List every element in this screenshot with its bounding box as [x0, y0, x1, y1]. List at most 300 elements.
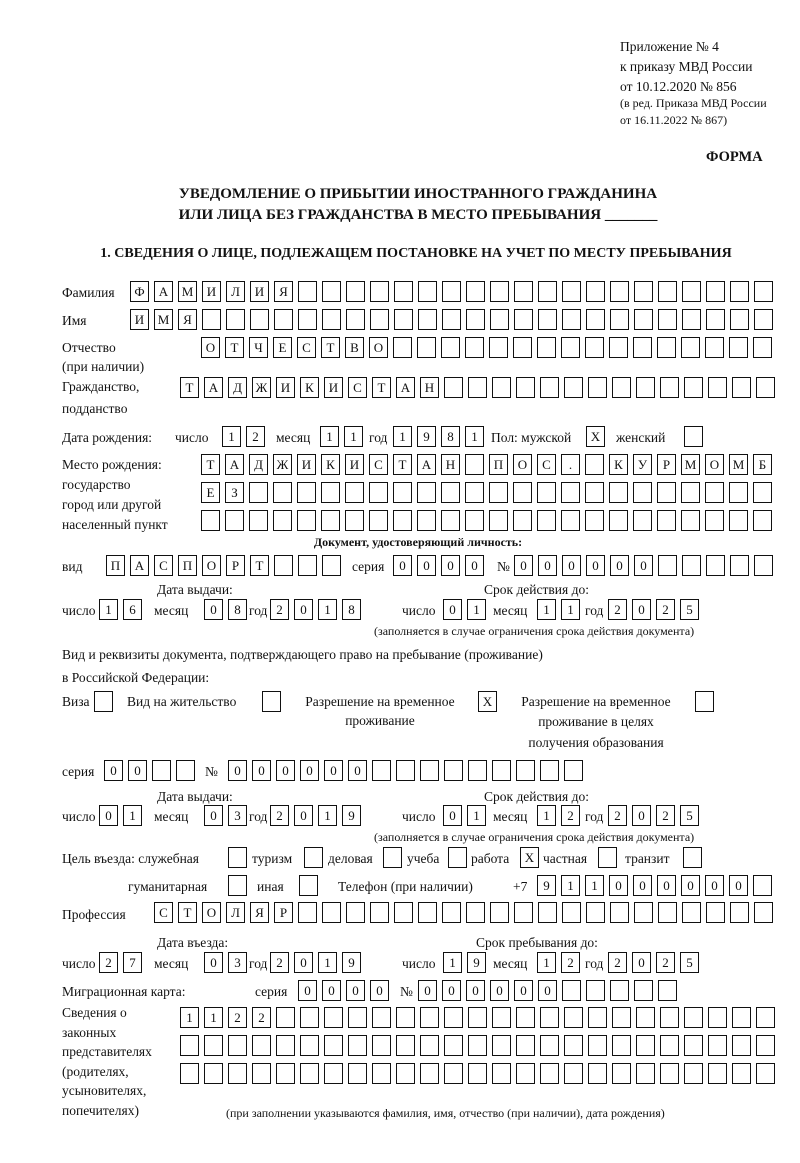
- birth-month-cell[interactable]: 1: [344, 426, 363, 447]
- birthplace-2-cell[interactable]: [537, 482, 556, 503]
- representative-1-cell[interactable]: [588, 1007, 607, 1028]
- representative-1-cell[interactable]: [756, 1007, 775, 1028]
- birthplace-3-cell[interactable]: [729, 510, 748, 531]
- representative-1-cell[interactable]: [324, 1007, 343, 1028]
- birthplace-2-cell[interactable]: [393, 482, 412, 503]
- entry-day-cell[interactable]: 7: [123, 952, 142, 973]
- representative-1-cell[interactable]: [660, 1007, 679, 1028]
- entry-year-cell[interactable]: 9: [342, 952, 361, 973]
- birthplace-1-cell[interactable]: А: [417, 454, 436, 475]
- surname-cell[interactable]: [370, 281, 389, 302]
- doc-valid-day-cell[interactable]: 0: [443, 599, 462, 620]
- profession-cell[interactable]: [394, 902, 413, 923]
- name-cell[interactable]: [754, 309, 773, 330]
- stay-day-cell[interactable]: 1: [443, 952, 462, 973]
- entry-year-cell[interactable]: 2: [270, 952, 289, 973]
- birthplace-2-cell[interactable]: [417, 482, 436, 503]
- doc-issue-year-cell[interactable]: 0: [294, 599, 313, 620]
- purpose-study-checkbox[interactable]: [448, 847, 467, 868]
- name-cell[interactable]: [274, 309, 293, 330]
- mc-series-cell[interactable]: 0: [322, 980, 341, 1001]
- birth-year-cell[interactable]: 8: [441, 426, 460, 447]
- representative-3-cell[interactable]: [732, 1063, 751, 1084]
- birth-year-cell[interactable]: 1: [393, 426, 412, 447]
- stay-year-cell[interactable]: 2: [608, 952, 627, 973]
- citizenship-cell[interactable]: [564, 377, 583, 398]
- citizenship-cell[interactable]: [444, 377, 463, 398]
- citizenship-cell[interactable]: [684, 377, 703, 398]
- mc-number-cell[interactable]: 0: [418, 980, 437, 1001]
- representative-1-cell[interactable]: [468, 1007, 487, 1028]
- doc-series-cell[interactable]: 0: [393, 555, 412, 576]
- doc-kind-cell[interactable]: О: [202, 555, 221, 576]
- birthplace-3-cell[interactable]: [201, 510, 220, 531]
- representative-3-cell[interactable]: [252, 1063, 271, 1084]
- birthplace-3-cell[interactable]: [753, 510, 772, 531]
- stay-series-cell[interactable]: 0: [128, 760, 147, 781]
- doc-number-cell[interactable]: 0: [610, 555, 629, 576]
- profession-cell[interactable]: [682, 902, 701, 923]
- profession-cell[interactable]: Р: [274, 902, 293, 923]
- patronymic-cell[interactable]: С: [297, 337, 316, 358]
- surname-cell[interactable]: [562, 281, 581, 302]
- representative-2-cell[interactable]: [468, 1035, 487, 1056]
- doc-kind-cell[interactable]: П: [106, 555, 125, 576]
- birthplace-2-cell[interactable]: [561, 482, 580, 503]
- surname-cell[interactable]: [418, 281, 437, 302]
- representative-1-cell[interactable]: [708, 1007, 727, 1028]
- stay-number-cell[interactable]: 0: [324, 760, 343, 781]
- stay-number-cell[interactable]: [420, 760, 439, 781]
- doc-issue-month-cell[interactable]: 8: [228, 599, 247, 620]
- mc-number-cell[interactable]: 0: [490, 980, 509, 1001]
- citizenship-cell[interactable]: И: [324, 377, 343, 398]
- doc-kind-cell[interactable]: А: [130, 555, 149, 576]
- name-cell[interactable]: [562, 309, 581, 330]
- trp-edu-checkbox[interactable]: [695, 691, 714, 712]
- representative-1-cell[interactable]: 1: [180, 1007, 199, 1028]
- representative-3-cell[interactable]: [372, 1063, 391, 1084]
- surname-cell[interactable]: Ф: [130, 281, 149, 302]
- citizenship-cell[interactable]: [588, 377, 607, 398]
- purpose-business-checkbox[interactable]: [383, 847, 402, 868]
- trp-checkbox[interactable]: X: [478, 691, 497, 712]
- representative-3-cell[interactable]: [540, 1063, 559, 1084]
- name-cell[interactable]: [514, 309, 533, 330]
- birthplace-2-cell[interactable]: Е: [201, 482, 220, 503]
- birthplace-2-cell[interactable]: [249, 482, 268, 503]
- name-cell[interactable]: И: [130, 309, 149, 330]
- name-cell[interactable]: [538, 309, 557, 330]
- citizenship-cell[interactable]: А: [396, 377, 415, 398]
- birthplace-1-cell[interactable]: .: [561, 454, 580, 475]
- birth-year-cell[interactable]: 9: [417, 426, 436, 447]
- doc-issue-year-cell[interactable]: 8: [342, 599, 361, 620]
- birthplace-1-cell[interactable]: С: [369, 454, 388, 475]
- mc-number-cell[interactable]: 0: [514, 980, 533, 1001]
- citizenship-cell[interactable]: И: [276, 377, 295, 398]
- name-cell[interactable]: [730, 309, 749, 330]
- surname-cell[interactable]: [466, 281, 485, 302]
- name-cell[interactable]: М: [154, 309, 173, 330]
- representative-1-cell[interactable]: [372, 1007, 391, 1028]
- citizenship-cell[interactable]: А: [204, 377, 223, 398]
- birthplace-1-cell[interactable]: И: [345, 454, 364, 475]
- surname-cell[interactable]: [490, 281, 509, 302]
- birthplace-1-cell[interactable]: М: [681, 454, 700, 475]
- purpose-transit-checkbox[interactable]: [683, 847, 702, 868]
- patronymic-cell[interactable]: [729, 337, 748, 358]
- phone-cell[interactable]: 1: [585, 875, 604, 896]
- representative-1-cell[interactable]: [636, 1007, 655, 1028]
- mc-number-cell[interactable]: 0: [442, 980, 461, 1001]
- citizenship-cell[interactable]: Н: [420, 377, 439, 398]
- surname-cell[interactable]: [658, 281, 677, 302]
- name-cell[interactable]: [202, 309, 221, 330]
- representative-2-cell[interactable]: [564, 1035, 583, 1056]
- doc-number-cell[interactable]: 0: [538, 555, 557, 576]
- stay-series-cell[interactable]: [176, 760, 195, 781]
- birthplace-1-cell[interactable]: Р: [657, 454, 676, 475]
- stay-issue-month-cell[interactable]: 0: [204, 805, 223, 826]
- patronymic-cell[interactable]: [753, 337, 772, 358]
- representative-1-cell[interactable]: [684, 1007, 703, 1028]
- representative-2-cell[interactable]: [732, 1035, 751, 1056]
- stay-issue-year-cell[interactable]: 0: [294, 805, 313, 826]
- patronymic-cell[interactable]: [441, 337, 460, 358]
- representative-2-cell[interactable]: [516, 1035, 535, 1056]
- doc-number-cell[interactable]: 0: [634, 555, 653, 576]
- representative-2-cell[interactable]: [660, 1035, 679, 1056]
- stay-issue-day-cell[interactable]: 1: [123, 805, 142, 826]
- birthplace-2-cell[interactable]: [657, 482, 676, 503]
- profession-cell[interactable]: [658, 902, 677, 923]
- stay-number-cell[interactable]: [468, 760, 487, 781]
- representative-2-cell[interactable]: [276, 1035, 295, 1056]
- representative-1-cell[interactable]: 2: [252, 1007, 271, 1028]
- representative-3-cell[interactable]: [324, 1063, 343, 1084]
- stay-month-cell[interactable]: 2: [561, 952, 580, 973]
- stay-issue-day-cell[interactable]: 0: [99, 805, 118, 826]
- representative-2-cell[interactable]: [348, 1035, 367, 1056]
- sex-female-checkbox[interactable]: [684, 426, 703, 447]
- profession-cell[interactable]: [346, 902, 365, 923]
- purpose-humanitarian-checkbox[interactable]: [228, 875, 247, 896]
- representative-3-cell[interactable]: [516, 1063, 535, 1084]
- doc-number-cell[interactable]: [706, 555, 725, 576]
- doc-number-cell[interactable]: [754, 555, 773, 576]
- doc-number-cell[interactable]: 0: [586, 555, 605, 576]
- surname-cell[interactable]: [442, 281, 461, 302]
- birthplace-3-cell[interactable]: [705, 510, 724, 531]
- entry-day-cell[interactable]: 2: [99, 952, 118, 973]
- birthplace-2-cell[interactable]: [753, 482, 772, 503]
- doc-issue-year-cell[interactable]: 1: [318, 599, 337, 620]
- purpose-private-checkbox[interactable]: [598, 847, 617, 868]
- profession-cell[interactable]: Я: [250, 902, 269, 923]
- profession-cell[interactable]: [514, 902, 533, 923]
- phone-cell[interactable]: 0: [729, 875, 748, 896]
- birthplace-2-cell[interactable]: [297, 482, 316, 503]
- stay-valid-day-cell[interactable]: 0: [443, 805, 462, 826]
- patronymic-cell[interactable]: Т: [225, 337, 244, 358]
- birthplace-2-cell[interactable]: З: [225, 482, 244, 503]
- representative-2-cell[interactable]: [228, 1035, 247, 1056]
- purpose-other-checkbox[interactable]: [299, 875, 318, 896]
- doc-issue-month-cell[interactable]: 0: [204, 599, 223, 620]
- birthplace-2-cell[interactable]: [369, 482, 388, 503]
- doc-series-cell[interactable]: 0: [465, 555, 484, 576]
- representative-2-cell[interactable]: [612, 1035, 631, 1056]
- patronymic-cell[interactable]: В: [345, 337, 364, 358]
- patronymic-cell[interactable]: [465, 337, 484, 358]
- name-cell[interactable]: [610, 309, 629, 330]
- representative-2-cell[interactable]: [540, 1035, 559, 1056]
- birthplace-3-cell[interactable]: [633, 510, 652, 531]
- phone-cell[interactable]: 0: [633, 875, 652, 896]
- birthplace-1-cell[interactable]: Т: [393, 454, 412, 475]
- doc-issue-day-cell[interactable]: 1: [99, 599, 118, 620]
- stay-number-cell[interactable]: [444, 760, 463, 781]
- name-cell[interactable]: Я: [178, 309, 197, 330]
- representative-3-cell[interactable]: [612, 1063, 631, 1084]
- patronymic-cell[interactable]: Е: [273, 337, 292, 358]
- name-cell[interactable]: [634, 309, 653, 330]
- name-cell[interactable]: [442, 309, 461, 330]
- name-cell[interactable]: [298, 309, 317, 330]
- name-cell[interactable]: [322, 309, 341, 330]
- stay-number-cell[interactable]: [492, 760, 511, 781]
- representative-2-cell[interactable]: [636, 1035, 655, 1056]
- birthplace-1-cell[interactable]: А: [225, 454, 244, 475]
- representative-1-cell[interactable]: [492, 1007, 511, 1028]
- representative-3-cell[interactable]: [180, 1063, 199, 1084]
- birthplace-3-cell[interactable]: [393, 510, 412, 531]
- name-cell[interactable]: [490, 309, 509, 330]
- representative-2-cell[interactable]: [492, 1035, 511, 1056]
- patronymic-cell[interactable]: Ч: [249, 337, 268, 358]
- representative-1-cell[interactable]: [612, 1007, 631, 1028]
- stay-year-cell[interactable]: 2: [656, 952, 675, 973]
- mc-series-cell[interactable]: 0: [370, 980, 389, 1001]
- mc-number-cell[interactable]: [610, 980, 629, 1001]
- surname-cell[interactable]: [706, 281, 725, 302]
- name-cell[interactable]: [682, 309, 701, 330]
- stay-series-cell[interactable]: [152, 760, 171, 781]
- stay-number-cell[interactable]: 0: [276, 760, 295, 781]
- representative-1-cell[interactable]: [444, 1007, 463, 1028]
- representative-1-cell[interactable]: [564, 1007, 583, 1028]
- phone-cell[interactable]: 0: [681, 875, 700, 896]
- birthplace-1-cell[interactable]: Д: [249, 454, 268, 475]
- representative-2-cell[interactable]: [372, 1035, 391, 1056]
- citizenship-cell[interactable]: [732, 377, 751, 398]
- purpose-tourism-checkbox[interactable]: [304, 847, 323, 868]
- representative-2-cell[interactable]: [252, 1035, 271, 1056]
- representative-2-cell[interactable]: [324, 1035, 343, 1056]
- representative-2-cell[interactable]: [444, 1035, 463, 1056]
- representative-2-cell[interactable]: [684, 1035, 703, 1056]
- stay-number-cell[interactable]: [396, 760, 415, 781]
- birth-year-cell[interactable]: 1: [465, 426, 484, 447]
- birthplace-2-cell[interactable]: [441, 482, 460, 503]
- profession-cell[interactable]: [754, 902, 773, 923]
- stay-number-cell[interactable]: 0: [300, 760, 319, 781]
- patronymic-cell[interactable]: Т: [321, 337, 340, 358]
- doc-valid-year-cell[interactable]: 0: [632, 599, 651, 620]
- stay-valid-year-cell[interactable]: 2: [608, 805, 627, 826]
- surname-cell[interactable]: [610, 281, 629, 302]
- birthplace-3-cell[interactable]: [297, 510, 316, 531]
- stay-valid-year-cell[interactable]: 0: [632, 805, 651, 826]
- representative-3-cell[interactable]: [564, 1063, 583, 1084]
- representative-3-cell[interactable]: [204, 1063, 223, 1084]
- profession-cell[interactable]: [706, 902, 725, 923]
- stay-year-cell[interactable]: 5: [680, 952, 699, 973]
- profession-cell[interactable]: [490, 902, 509, 923]
- birthplace-2-cell[interactable]: [633, 482, 652, 503]
- representative-2-cell[interactable]: [708, 1035, 727, 1056]
- stay-number-cell[interactable]: [516, 760, 535, 781]
- birthplace-3-cell[interactable]: [249, 510, 268, 531]
- doc-kind-cell[interactable]: [322, 555, 341, 576]
- representative-1-cell[interactable]: 1: [204, 1007, 223, 1028]
- birth-day-cell[interactable]: 2: [246, 426, 265, 447]
- surname-cell[interactable]: [394, 281, 413, 302]
- birthplace-3-cell[interactable]: [417, 510, 436, 531]
- representative-1-cell[interactable]: [420, 1007, 439, 1028]
- representative-1-cell[interactable]: [516, 1007, 535, 1028]
- surname-cell[interactable]: [634, 281, 653, 302]
- citizenship-cell[interactable]: Т: [180, 377, 199, 398]
- doc-valid-year-cell[interactable]: 5: [680, 599, 699, 620]
- profession-cell[interactable]: [634, 902, 653, 923]
- patronymic-cell[interactable]: [489, 337, 508, 358]
- citizenship-cell[interactable]: [708, 377, 727, 398]
- patronymic-cell[interactable]: [561, 337, 580, 358]
- citizenship-cell[interactable]: Т: [372, 377, 391, 398]
- name-cell[interactable]: [586, 309, 605, 330]
- patronymic-cell[interactable]: [633, 337, 652, 358]
- name-cell[interactable]: [250, 309, 269, 330]
- birthplace-2-cell[interactable]: [729, 482, 748, 503]
- citizenship-cell[interactable]: [612, 377, 631, 398]
- birthplace-3-cell[interactable]: [465, 510, 484, 531]
- profession-cell[interactable]: [442, 902, 461, 923]
- representative-1-cell[interactable]: 2: [228, 1007, 247, 1028]
- representative-2-cell[interactable]: [420, 1035, 439, 1056]
- stay-number-cell[interactable]: 0: [252, 760, 271, 781]
- surname-cell[interactable]: [298, 281, 317, 302]
- patronymic-cell[interactable]: [537, 337, 556, 358]
- birthplace-1-cell[interactable]: Б: [753, 454, 772, 475]
- name-cell[interactable]: [658, 309, 677, 330]
- doc-number-cell[interactable]: [730, 555, 749, 576]
- phone-cell[interactable]: [753, 875, 772, 896]
- patronymic-cell[interactable]: [657, 337, 676, 358]
- representative-1-cell[interactable]: [396, 1007, 415, 1028]
- surname-cell[interactable]: Л: [226, 281, 245, 302]
- birthplace-3-cell[interactable]: [561, 510, 580, 531]
- representative-3-cell[interactable]: [228, 1063, 247, 1084]
- birthplace-1-cell[interactable]: И: [297, 454, 316, 475]
- representative-3-cell[interactable]: [348, 1063, 367, 1084]
- birthplace-2-cell[interactable]: [585, 482, 604, 503]
- name-cell[interactable]: [370, 309, 389, 330]
- representative-3-cell[interactable]: [276, 1063, 295, 1084]
- surname-cell[interactable]: Я: [274, 281, 293, 302]
- doc-valid-year-cell[interactable]: 2: [608, 599, 627, 620]
- profession-cell[interactable]: [610, 902, 629, 923]
- patronymic-cell[interactable]: О: [201, 337, 220, 358]
- stay-valid-year-cell[interactable]: 2: [656, 805, 675, 826]
- mc-series-cell[interactable]: 0: [346, 980, 365, 1001]
- representative-3-cell[interactable]: [684, 1063, 703, 1084]
- birthplace-3-cell[interactable]: [657, 510, 676, 531]
- representative-3-cell[interactable]: [396, 1063, 415, 1084]
- birthplace-3-cell[interactable]: [345, 510, 364, 531]
- stay-day-cell[interactable]: 9: [467, 952, 486, 973]
- stay-number-cell[interactable]: [564, 760, 583, 781]
- birth-month-cell[interactable]: 1: [320, 426, 339, 447]
- profession-cell[interactable]: [538, 902, 557, 923]
- doc-number-cell[interactable]: [682, 555, 701, 576]
- purpose-work-checkbox[interactable]: X: [520, 847, 539, 868]
- entry-month-cell[interactable]: 0: [204, 952, 223, 973]
- doc-valid-year-cell[interactable]: 2: [656, 599, 675, 620]
- entry-year-cell[interactable]: 1: [318, 952, 337, 973]
- doc-kind-cell[interactable]: Р: [226, 555, 245, 576]
- representative-2-cell[interactable]: [204, 1035, 223, 1056]
- name-cell[interactable]: [418, 309, 437, 330]
- stay-valid-month-cell[interactable]: 2: [561, 805, 580, 826]
- profession-cell[interactable]: Л: [226, 902, 245, 923]
- surname-cell[interactable]: [682, 281, 701, 302]
- representative-2-cell[interactable]: [756, 1035, 775, 1056]
- profession-cell[interactable]: [418, 902, 437, 923]
- birthplace-1-cell[interactable]: Т: [201, 454, 220, 475]
- patronymic-cell[interactable]: [393, 337, 412, 358]
- birth-day-cell[interactable]: 1: [222, 426, 241, 447]
- mc-number-cell[interactable]: 0: [538, 980, 557, 1001]
- profession-cell[interactable]: О: [202, 902, 221, 923]
- birthplace-3-cell[interactable]: [513, 510, 532, 531]
- stay-valid-day-cell[interactable]: 1: [467, 805, 486, 826]
- doc-number-cell[interactable]: 0: [514, 555, 533, 576]
- representative-2-cell[interactable]: [396, 1035, 415, 1056]
- doc-issue-day-cell[interactable]: 6: [123, 599, 142, 620]
- mc-series-cell[interactable]: 0: [298, 980, 317, 1001]
- birthplace-3-cell[interactable]: [225, 510, 244, 531]
- representative-3-cell[interactable]: [300, 1063, 319, 1084]
- representative-3-cell[interactable]: [708, 1063, 727, 1084]
- mc-number-cell[interactable]: [562, 980, 581, 1001]
- birthplace-2-cell[interactable]: [705, 482, 724, 503]
- representative-3-cell[interactable]: [444, 1063, 463, 1084]
- name-cell[interactable]: [346, 309, 365, 330]
- birthplace-3-cell[interactable]: [585, 510, 604, 531]
- representative-2-cell[interactable]: [300, 1035, 319, 1056]
- stay-month-cell[interactable]: 1: [537, 952, 556, 973]
- profession-cell[interactable]: [586, 902, 605, 923]
- name-cell[interactable]: [706, 309, 725, 330]
- birthplace-1-cell[interactable]: [465, 454, 484, 475]
- patronymic-cell[interactable]: [585, 337, 604, 358]
- citizenship-cell[interactable]: Д: [228, 377, 247, 398]
- birthplace-3-cell[interactable]: [681, 510, 700, 531]
- citizenship-cell[interactable]: [468, 377, 487, 398]
- surname-cell[interactable]: [730, 281, 749, 302]
